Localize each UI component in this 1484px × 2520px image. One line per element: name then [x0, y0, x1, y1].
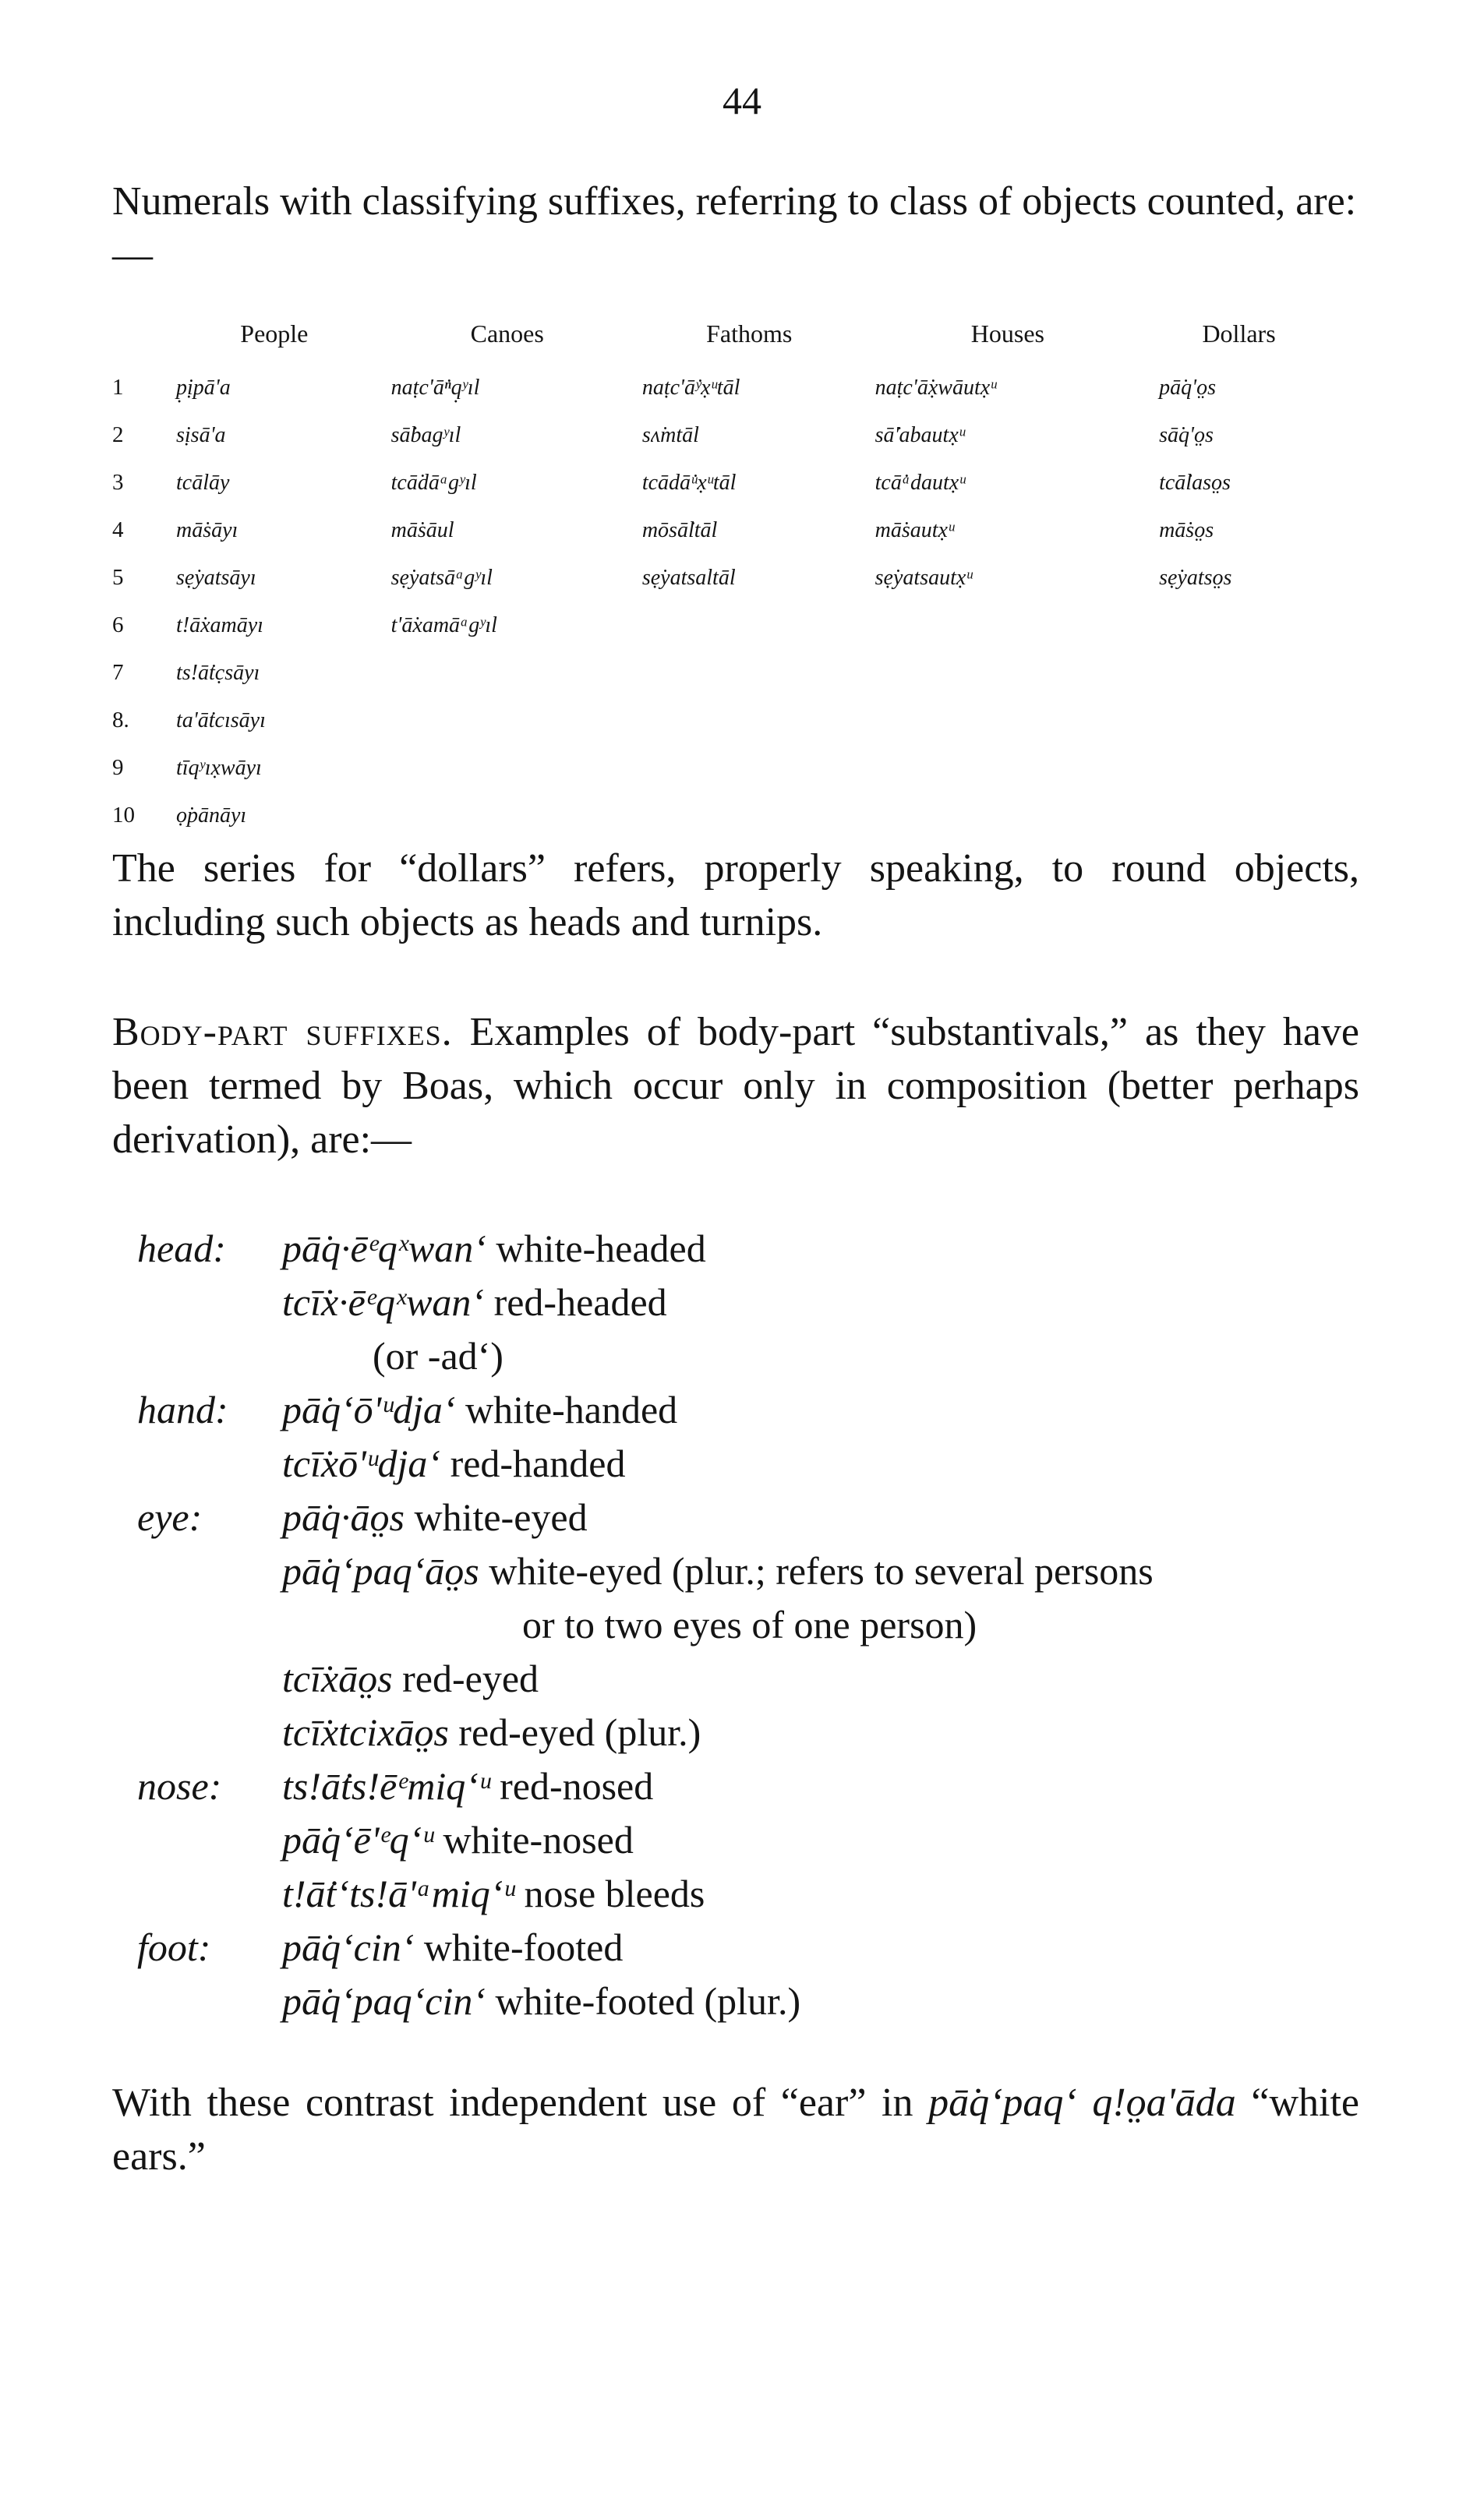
example-text: [282, 1975, 800, 2028]
contrast-paragraph: [112, 2076, 1359, 2183]
example-term: pā̇q·āo̤s: [282, 1495, 405, 1539]
table-row: [112, 792, 1328, 839]
example-text: [282, 1491, 588, 1544]
contrast-term: pā̇q‘paq‘ q!o̤a'āda: [928, 2081, 1236, 2125]
table-cell: naṭc'ā̇x̣wāutx̣ᵘ: [874, 375, 997, 400]
example-term: pā̇q‘cin‘: [282, 1925, 415, 1969]
table-header-row: [112, 319, 1328, 364]
table-cell: [633, 697, 866, 744]
table-cell: [1150, 744, 1328, 792]
example-row: [137, 1975, 1384, 2028]
table-cell: sịsā'a: [176, 422, 226, 447]
example-gloss: white-eyed (plur.; refers to several persons: [479, 1549, 1154, 1593]
table-cell: mōsā̇ltāl: [641, 517, 718, 542]
example-term: ts!ā̇ts!ēᵉmiq‘ᵘ: [282, 1764, 490, 1808]
example-text: [282, 1437, 625, 1491]
example-gloss: white-handed: [455, 1388, 678, 1431]
table-cell: mā̇sautx̣ᵘ: [874, 517, 955, 542]
example-gloss: nose bleeds: [514, 1872, 705, 1915]
example-label: hand:: [137, 1388, 228, 1431]
table-cell: ts!ā̇tc̣sāyı: [176, 660, 260, 685]
table-row: [112, 364, 1328, 411]
table-cell: sā̇bagʸıl: [390, 422, 461, 447]
page-number: 44: [723, 79, 761, 122]
example-text: [282, 1867, 705, 1921]
example-row: [137, 1759, 1384, 1813]
example-row: [137, 1598, 1384, 1652]
example-term: tcī̇xtcixāo̤s: [282, 1710, 449, 1754]
table-row: [112, 697, 1328, 744]
contrast-text: With these contrast independent use of “ear” in: [112, 2081, 929, 2125]
table-cell: sẹ̇yatso̤s: [1159, 565, 1232, 590]
table-cell: mā̇so̤s: [1159, 517, 1214, 542]
example-gloss: or to two eyes of one person): [522, 1603, 977, 1646]
bodypart-examples: [137, 1222, 1384, 2028]
table-cell: [382, 697, 633, 744]
table-cell: ta'ā̇tcısāyı: [176, 708, 266, 732]
table-cell: [382, 649, 633, 697]
example-term: tcī̇xō'ᵘdja‘: [282, 1442, 441, 1485]
example-text: [373, 1329, 504, 1383]
table-cell: ọ̇pānāyı: [176, 803, 247, 828]
table-row: [112, 459, 1328, 506]
example-text: [282, 1544, 1154, 1598]
table-cell: [1150, 697, 1328, 744]
table-cell: [866, 792, 1150, 839]
column-header: Fathoms: [706, 319, 793, 348]
table-cell: tcādā̇ᵘx̣ᵘtāl: [641, 470, 737, 495]
bodypart-text: Examples of body-part “substantivals,” as they have been termed by Boas, which occur only in composition (better perhaps derivation), are:—: [112, 1010, 1360, 1162]
table-cell: [382, 744, 633, 792]
example-gloss: (or -ad‘): [373, 1334, 504, 1378]
example-term: pā̇q‘paq‘cin‘: [282, 1979, 486, 2023]
example-label: head:: [137, 1226, 226, 1270]
example-term: tcī̇xāo̤s: [282, 1657, 393, 1700]
table-cell: sẹ̇yatsāᵃgʸıl: [390, 565, 493, 590]
table-cell: sā̇q'o̤s: [1159, 422, 1214, 447]
table-cell: [633, 602, 866, 649]
table-cell: p̣ịpā'a: [176, 375, 231, 400]
table-cell: [866, 697, 1150, 744]
table-row: [112, 744, 1328, 792]
row-number: 2: [112, 422, 124, 447]
table-cell: [866, 744, 1150, 792]
table-cell: [1150, 792, 1328, 839]
example-gloss: red-eyed: [392, 1657, 539, 1700]
table-cell: naṭc'ā̇ʸx̣ᵘtāl: [641, 375, 740, 400]
example-row: [137, 1706, 1384, 1759]
example-text: [282, 1383, 677, 1437]
table-cell: tcā̇dāᵃgʸıl: [390, 470, 477, 495]
numerals-table: [112, 319, 1328, 839]
table-row: [112, 554, 1328, 602]
example-text: [282, 1706, 701, 1759]
bodypart-paragraph: [112, 1005, 1359, 1166]
table-cell: sā̇'abautx̣ᵘ: [874, 422, 965, 447]
example-text: [282, 1921, 623, 1975]
example-text: [282, 1276, 667, 1329]
table-cell: t'ā̇xamāᵃgʸıl: [390, 612, 497, 637]
example-text: [282, 1652, 539, 1706]
example-gloss: red-headed: [484, 1280, 667, 1324]
example-gloss: white-nosed: [433, 1818, 634, 1862]
table-cell: pā̇q'o̤s: [1159, 375, 1216, 400]
table-cell: tcā̇laso̤s: [1159, 470, 1231, 495]
table-cell: tcālāy: [176, 470, 230, 495]
example-row: [137, 1437, 1384, 1491]
example-row: [137, 1222, 1384, 1276]
example-gloss: red-eyed (plur.): [448, 1710, 701, 1754]
example-term: pā̇q·ēᵉqˣwan‘: [282, 1226, 486, 1270]
example-gloss: white-footed (plur.): [486, 1979, 801, 2023]
table-cell: sẹ̇yatsāyı: [176, 565, 256, 590]
example-text: [522, 1598, 977, 1652]
table-cell: [866, 649, 1150, 697]
table-cell: [1150, 602, 1328, 649]
example-gloss: white-footed: [414, 1925, 624, 1969]
example-row: [137, 1867, 1384, 1921]
example-gloss: white-eyed: [404, 1495, 588, 1539]
row-number: 4: [112, 517, 124, 542]
table-cell: t!ā̇xamāyı: [176, 612, 263, 637]
table-row: [112, 649, 1328, 697]
table-cell: [633, 649, 866, 697]
row-number: 1: [112, 375, 124, 400]
example-row: [137, 1652, 1384, 1706]
dollars-note: The series for “dollars” refers, properly speaking, to round objects, including such objects as heads and turnips.: [112, 846, 1359, 944]
table-cell: mā̇sāul: [390, 517, 454, 542]
table-cell: tcā̇ᵃdautx̣ᵘ: [874, 470, 966, 495]
example-term: t!ā̇t‘ts!ā'ᵃmiq‘ᵘ: [282, 1872, 514, 1915]
example-term: tcī̇x·ēᵉqˣwan‘: [282, 1280, 485, 1324]
table-cell: tīqʸıx̣wāyı: [176, 755, 262, 780]
table-cell: sʌ̇mtāl: [641, 422, 699, 447]
example-label: nose:: [137, 1764, 222, 1808]
contrast-gloss: “white ears.”: [112, 2081, 1359, 2179]
example-row: [137, 1921, 1384, 1975]
bodypart-heading: Body-part suffixes.: [112, 1010, 453, 1054]
row-number: 10: [112, 803, 135, 828]
example-row: [137, 1813, 1384, 1867]
column-header: People: [240, 319, 309, 348]
table-cell: sẹ̇yatsaltāl: [641, 565, 736, 590]
column-header: Dollars: [1202, 319, 1276, 348]
table-cell: mā̇sāyı: [176, 517, 238, 542]
example-term: pā̇q‘ō'ᵘdja‘: [282, 1388, 456, 1431]
example-row: [137, 1544, 1384, 1598]
row-number: 3: [112, 470, 124, 495]
table-cell: [382, 792, 633, 839]
table-row: [112, 602, 1328, 649]
intro-paragraph: Numerals with classifying suffixes, referring to class of objects counted, are:—: [112, 179, 1357, 277]
row-number: 7: [112, 660, 124, 685]
example-row: [137, 1491, 1384, 1544]
column-header: Houses: [970, 319, 1044, 348]
row-number: 9: [112, 755, 124, 780]
example-term: pā̇q‘paq‘āo̤s: [282, 1549, 479, 1593]
table-cell: [1150, 649, 1328, 697]
example-gloss: red-handed: [440, 1442, 626, 1485]
example-label: eye:: [137, 1495, 203, 1539]
table-cell: naṭc'ā̇ⁿq̣ʸıl: [390, 375, 480, 400]
example-text: [282, 1759, 653, 1813]
example-gloss: red-nosed: [489, 1764, 654, 1808]
example-gloss: white-headed: [486, 1226, 706, 1270]
table-cell: sẹ̇yatsautx̣ᵘ: [874, 565, 973, 590]
table-cell: [866, 602, 1150, 649]
example-row: [137, 1276, 1384, 1329]
example-label: foot:: [137, 1925, 211, 1969]
example-text: [282, 1813, 634, 1867]
row-number: 5: [112, 565, 124, 590]
row-number: 6: [112, 612, 124, 637]
table-cell: [633, 744, 866, 792]
table-row: [112, 411, 1328, 459]
example-term: pā̇q‘ē'ᵉq‘ᵘ: [282, 1818, 433, 1862]
table-row: [112, 506, 1328, 554]
row-number: 8.: [112, 708, 129, 732]
example-text: [282, 1222, 706, 1276]
column-header: Canoes: [470, 319, 544, 348]
table-cell: [633, 792, 866, 839]
example-row: [137, 1383, 1384, 1437]
example-row: [137, 1329, 1384, 1383]
